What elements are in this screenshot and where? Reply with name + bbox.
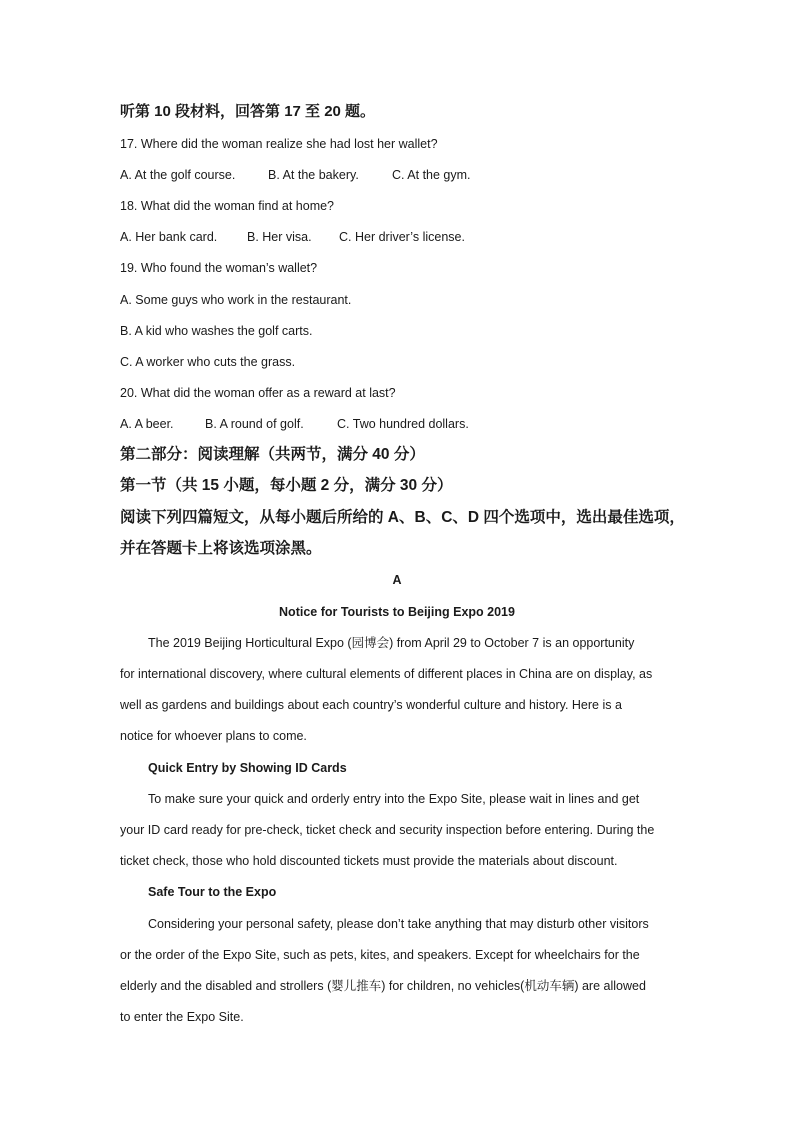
option-17a: A. At the golf course. — [120, 168, 236, 182]
option-19a: A. Some guys who work in the restaurant. — [120, 293, 352, 307]
option-20b: B. A round of golf. — [205, 417, 304, 431]
question-17-options — [120, 167, 471, 183]
question-19: 19. Who found the woman’s wallet? — [120, 261, 318, 275]
paragraph-2-line: ticket check, those who hold discounted tickets must provide the materials about discount. — [120, 854, 618, 868]
paragraph-1-line: The 2019 Beijing Horticultural Expo (园博会) from April 29 to October 7 is an opportunity — [148, 636, 635, 650]
paragraph-3-line: elderly and the disabled and strollers (婴儿推车) for children, no vehicles(机动车辆) are allowed — [120, 979, 646, 993]
option-17b: B. At the bakery. — [268, 168, 359, 182]
question-18: 18. What did the woman find at home? — [120, 199, 335, 213]
paragraph-1-line: well as gardens and buildings about each country’s wonderful culture and history. Here is a — [120, 698, 622, 712]
option-17c: C. At the gym. — [392, 168, 471, 182]
paragraph-3-line: or the order of the Expo Site, such as pets, kites, and speakers. Except for wheelchairs for the — [120, 948, 640, 962]
option-18a: A. Her bank card. — [120, 230, 218, 244]
paragraph-3-line: to enter the Expo Site. — [120, 1010, 244, 1024]
passage-title: Notice for Tourists to Beijing Expo 2019 — [279, 605, 515, 619]
question-20-options — [120, 416, 469, 432]
option-20a: A. A beer. — [120, 417, 174, 431]
question-18-options — [120, 229, 465, 245]
section-title: 第一节（共 15 小题，每小题 2 分，满分 30 分） — [120, 477, 453, 494]
paragraph-1-line: for international discovery, where cultural elements of different places in China are on display, as — [120, 667, 653, 681]
instruction-line-1: 阅读下列四篇短文，从每小题后所给的 A、B、C、D 四个选项中，选出最佳选项， — [120, 509, 685, 526]
instruction-line-2: 并在答题卡上将该选项涂黑。 — [120, 540, 322, 557]
paragraph-1-line: notice for whoever plans to come. — [120, 729, 307, 743]
subheading-safe-tour: Safe Tour to the Expo — [148, 885, 277, 899]
paragraph-3-line: Considering your personal safety, please don’t take anything that may disturb other visitors — [148, 917, 649, 931]
option-20c: C. Two hundred dollars. — [337, 417, 469, 431]
paragraph-2-line: your ID card ready for pre-check, ticket check and security inspection before entering. During the — [120, 823, 655, 837]
paragraph-2-line: To make sure your quick and orderly entry into the Expo Site, please wait in lines and get — [148, 792, 640, 806]
part-title: 第二部分：阅读理解（共两节，满分 40 分） — [120, 446, 425, 463]
question-17: 17. Where did the woman realize she had lost her wallet? — [120, 137, 438, 151]
question-20: 20. What did the woman offer as a reward at last? — [120, 386, 396, 400]
passage-letter: A — [392, 573, 402, 587]
option-18b: B. Her visa. — [247, 230, 312, 244]
option-18c: C. Her driver’s license. — [339, 230, 465, 244]
option-19c: C. A worker who cuts the grass. — [120, 355, 296, 369]
listening-header: 听第 10 段材料，回答第 17 至 20 题。 — [120, 103, 376, 120]
option-19b: B. A kid who washes the golf carts. — [120, 324, 313, 338]
subheading-quick-entry: Quick Entry by Showing ID Cards — [148, 761, 347, 775]
